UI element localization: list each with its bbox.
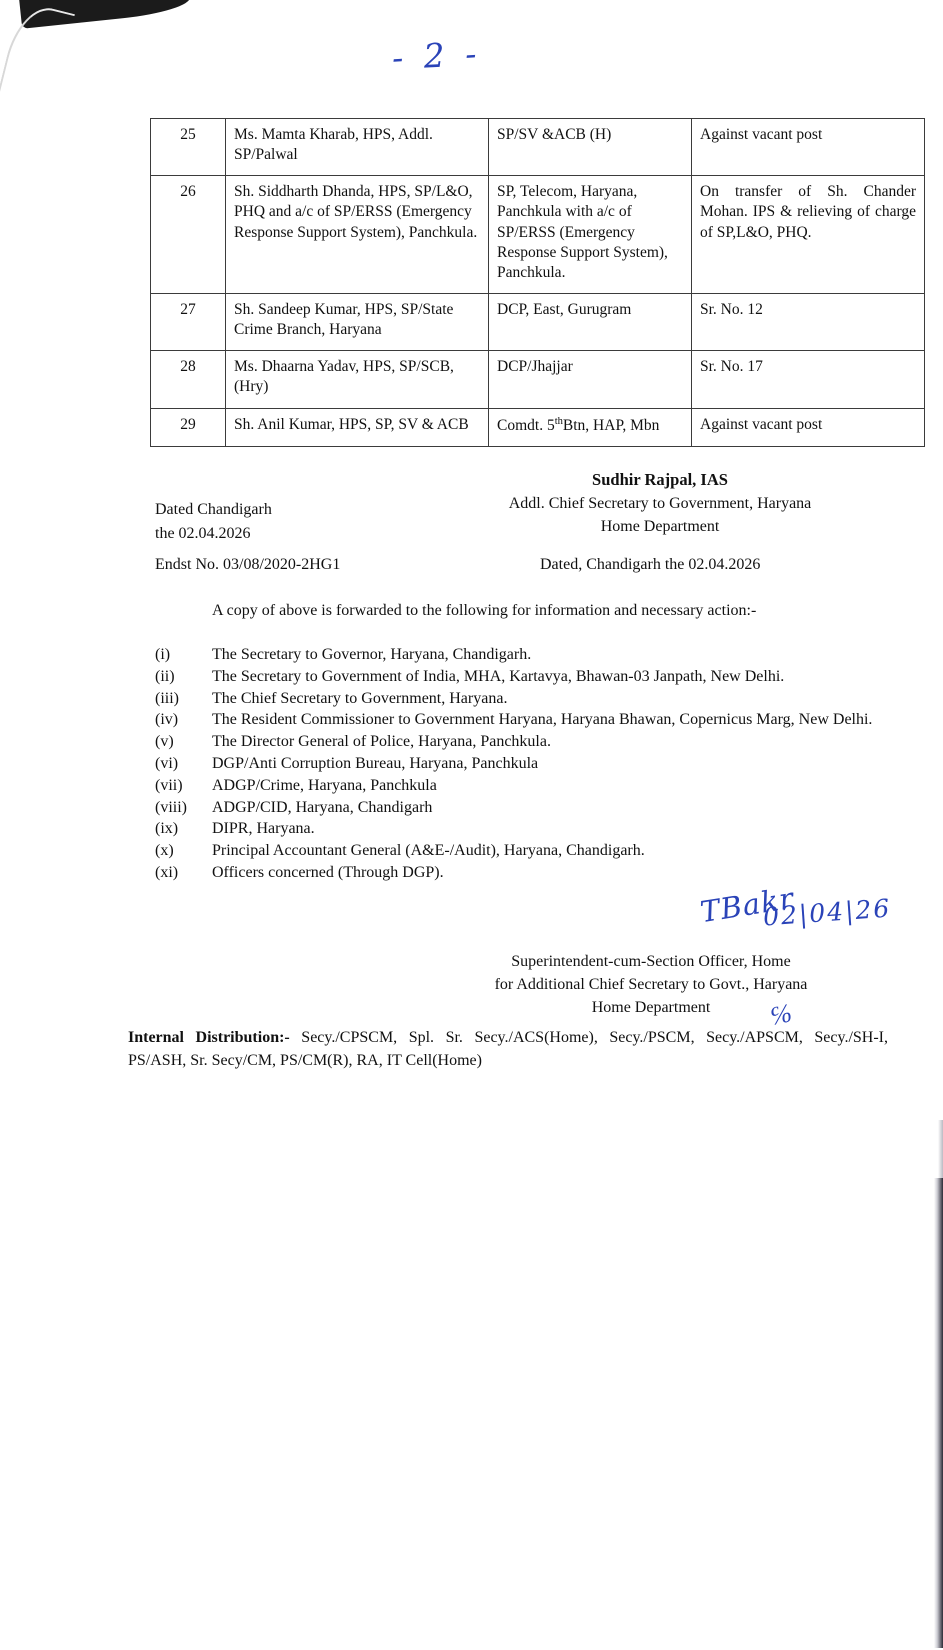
internal-distribution-text: Secy./CPSCM, Spl. Sr. Secy./ACS(Home), Secy./PSCM, Secy./APSCM, Secy./SH-I, PS/ASH, Sr. Secy/CM, PS/CM(R), RA, IT Cell(Home): [128, 1029, 889, 1070]
countersign-line-3: Home Department: [591, 999, 711, 1017]
dated-line-2: the 02.04.2026: [155, 525, 251, 542]
countersignature-block: [420, 950, 882, 1020]
list-text: The Secretary to Governor, Haryana, Chandigarh.: [212, 646, 532, 663]
handwritten-initial: ℅: [767, 998, 795, 1032]
list-marker: (ii): [155, 667, 175, 685]
list-text: Officers concerned (Through DGP).: [212, 863, 444, 881]
signatory-designation: Addl. Chief Secretary to Government, Haryana: [508, 494, 812, 512]
post-prefix: Comdt. 5: [497, 416, 555, 434]
list-text: The Director General of Police, Haryana, Panchkula.: [212, 733, 551, 751]
list-marker: (viii): [155, 798, 187, 816]
list-item: [155, 798, 880, 819]
table-row: [151, 408, 925, 446]
handwritten-page-number: - 2 -: [391, 33, 483, 78]
list-text: ADGP/CID, Haryana, Chandigarh: [212, 798, 433, 816]
handwritten-signature-date: 02|04|26: [762, 893, 893, 932]
cell-sr-no: 25: [151, 119, 226, 176]
list-text: Principal Accountant General (A&E-/Audit), Haryana, Chandigarh.: [212, 842, 645, 860]
list-item: [155, 819, 880, 840]
forwarding-note: A copy of above is forwarded to the following for information and necessary action:-: [212, 602, 757, 619]
scan-artifact-right-edge: [934, 1178, 943, 1648]
endorsement-row: [155, 556, 875, 574]
scan-artifact-page-curl: [0, 1, 75, 110]
list-item: [155, 732, 880, 753]
list-marker: (xi): [155, 863, 179, 881]
list-marker: (vi): [155, 754, 179, 772]
endorsement-date: Dated, Chandigarh the 02.04.2026: [540, 556, 761, 573]
cell-name: Sh. Siddharth Dhanda, HPS, SP/L&O, PHQ and a/c of SP/ERSS (Emergency Response Support System), Panchkula.: [226, 176, 489, 294]
cell-post: DCP/Jhajjar: [489, 351, 692, 408]
list-item: [155, 863, 880, 884]
list-marker: (i): [155, 646, 171, 663]
cell-sr-no: 28: [151, 351, 226, 408]
scan-artifact-right-upper: [938, 1120, 943, 1180]
list-marker: (iii): [155, 689, 179, 707]
list-marker: (ix): [155, 820, 179, 838]
countersign-line-1: Superintendent-cum-Section Officer, Home: [511, 953, 791, 970]
cell-name: Ms. Mamta Kharab, HPS, Addl. SP/Palwal: [226, 119, 489, 176]
list-text: The Resident Commissioner to Government Haryana, Haryana Bhawan, Copernicus Marg, New Delhi.: [212, 711, 873, 729]
cell-post: [489, 408, 692, 446]
post-suffix: Btn, HAP, Mbn: [562, 416, 660, 434]
list-item: [155, 710, 880, 731]
list-item: [155, 776, 880, 797]
recipient-list: [155, 645, 880, 885]
countersign-line-2: for Additional Chief Secretary to Govt., Haryana: [494, 976, 808, 994]
cell-remark: Sr. No. 12: [692, 293, 925, 350]
ordinal-suffix: th: [554, 415, 563, 427]
table-row: [151, 119, 925, 176]
list-item: [155, 754, 880, 775]
cell-post: DCP, East, Gurugram: [489, 293, 692, 350]
cell-post: SP/SV &ACB (H): [489, 119, 692, 176]
list-marker: (iv): [155, 711, 179, 729]
list-marker: (x): [155, 842, 174, 860]
dated-place-block: [155, 498, 272, 546]
list-item: [155, 645, 880, 666]
cell-name: Ms. Dhaarna Yadav, HPS, SP/SCB, (Hry): [226, 351, 489, 408]
list-text: ADGP/Crime, Haryana, Panchkula: [212, 776, 437, 794]
endorsement-number: Endst No. 03/08/2020-2HG1: [155, 556, 341, 573]
list-text: DGP/Anti Corruption Bureau, Haryana, Panchkula: [212, 754, 539, 772]
internal-distribution-label: Internal Distribution:-: [128, 1029, 290, 1046]
cell-post: SP, Telecom, Haryana, Panchkula with a/c of SP/ERSS (Emergency Response Support System), Panchkula.: [489, 176, 692, 294]
list-item: [155, 689, 880, 710]
list-text: The Chief Secretary to Government, Haryana.: [212, 689, 508, 707]
list-text: DIPR, Haryana.: [212, 820, 315, 838]
list-text: The Secretary to Government of India, MHA, Kartavya, Bhawan-03 Janpath, New Delhi.: [212, 667, 785, 685]
cell-remark: Sr. No. 17: [692, 351, 925, 408]
cell-name: Sh. Sandeep Kumar, HPS, SP/State Crime Branch, Haryana: [226, 293, 489, 350]
cell-remark: Against vacant post: [692, 119, 925, 176]
table-row: [151, 351, 925, 408]
cell-sr-no: 26: [151, 176, 226, 294]
cell-remark: Against vacant post: [692, 408, 925, 446]
cell-name: Sh. Anil Kumar, HPS, SP, SV & ACB: [226, 408, 489, 446]
table-body: [151, 119, 925, 447]
list-item: [155, 841, 880, 862]
internal-distribution: [128, 1026, 888, 1072]
transfer-order-table: [150, 118, 916, 447]
signatory-name: Sudhir Rajpal, IAS: [592, 470, 728, 489]
table-row: [151, 176, 925, 294]
list-item: [155, 667, 880, 688]
handwritten-signature: TBakr: [697, 880, 797, 930]
table: [150, 118, 925, 447]
cell-sr-no: 29: [151, 408, 226, 446]
cell-sr-no: 27: [151, 293, 226, 350]
list-marker: (vii): [155, 776, 183, 794]
list-marker: (v): [155, 733, 174, 751]
table-row: [151, 293, 925, 350]
cell-remark: On transfer of Sh. Chander Mohan. IPS & relieving of charge of SP,L&O, PHQ.: [692, 176, 925, 294]
dated-line-1: Dated Chandigarh: [155, 501, 272, 518]
signatory-block: [430, 468, 890, 538]
signatory-department: Home Department: [600, 518, 720, 536]
